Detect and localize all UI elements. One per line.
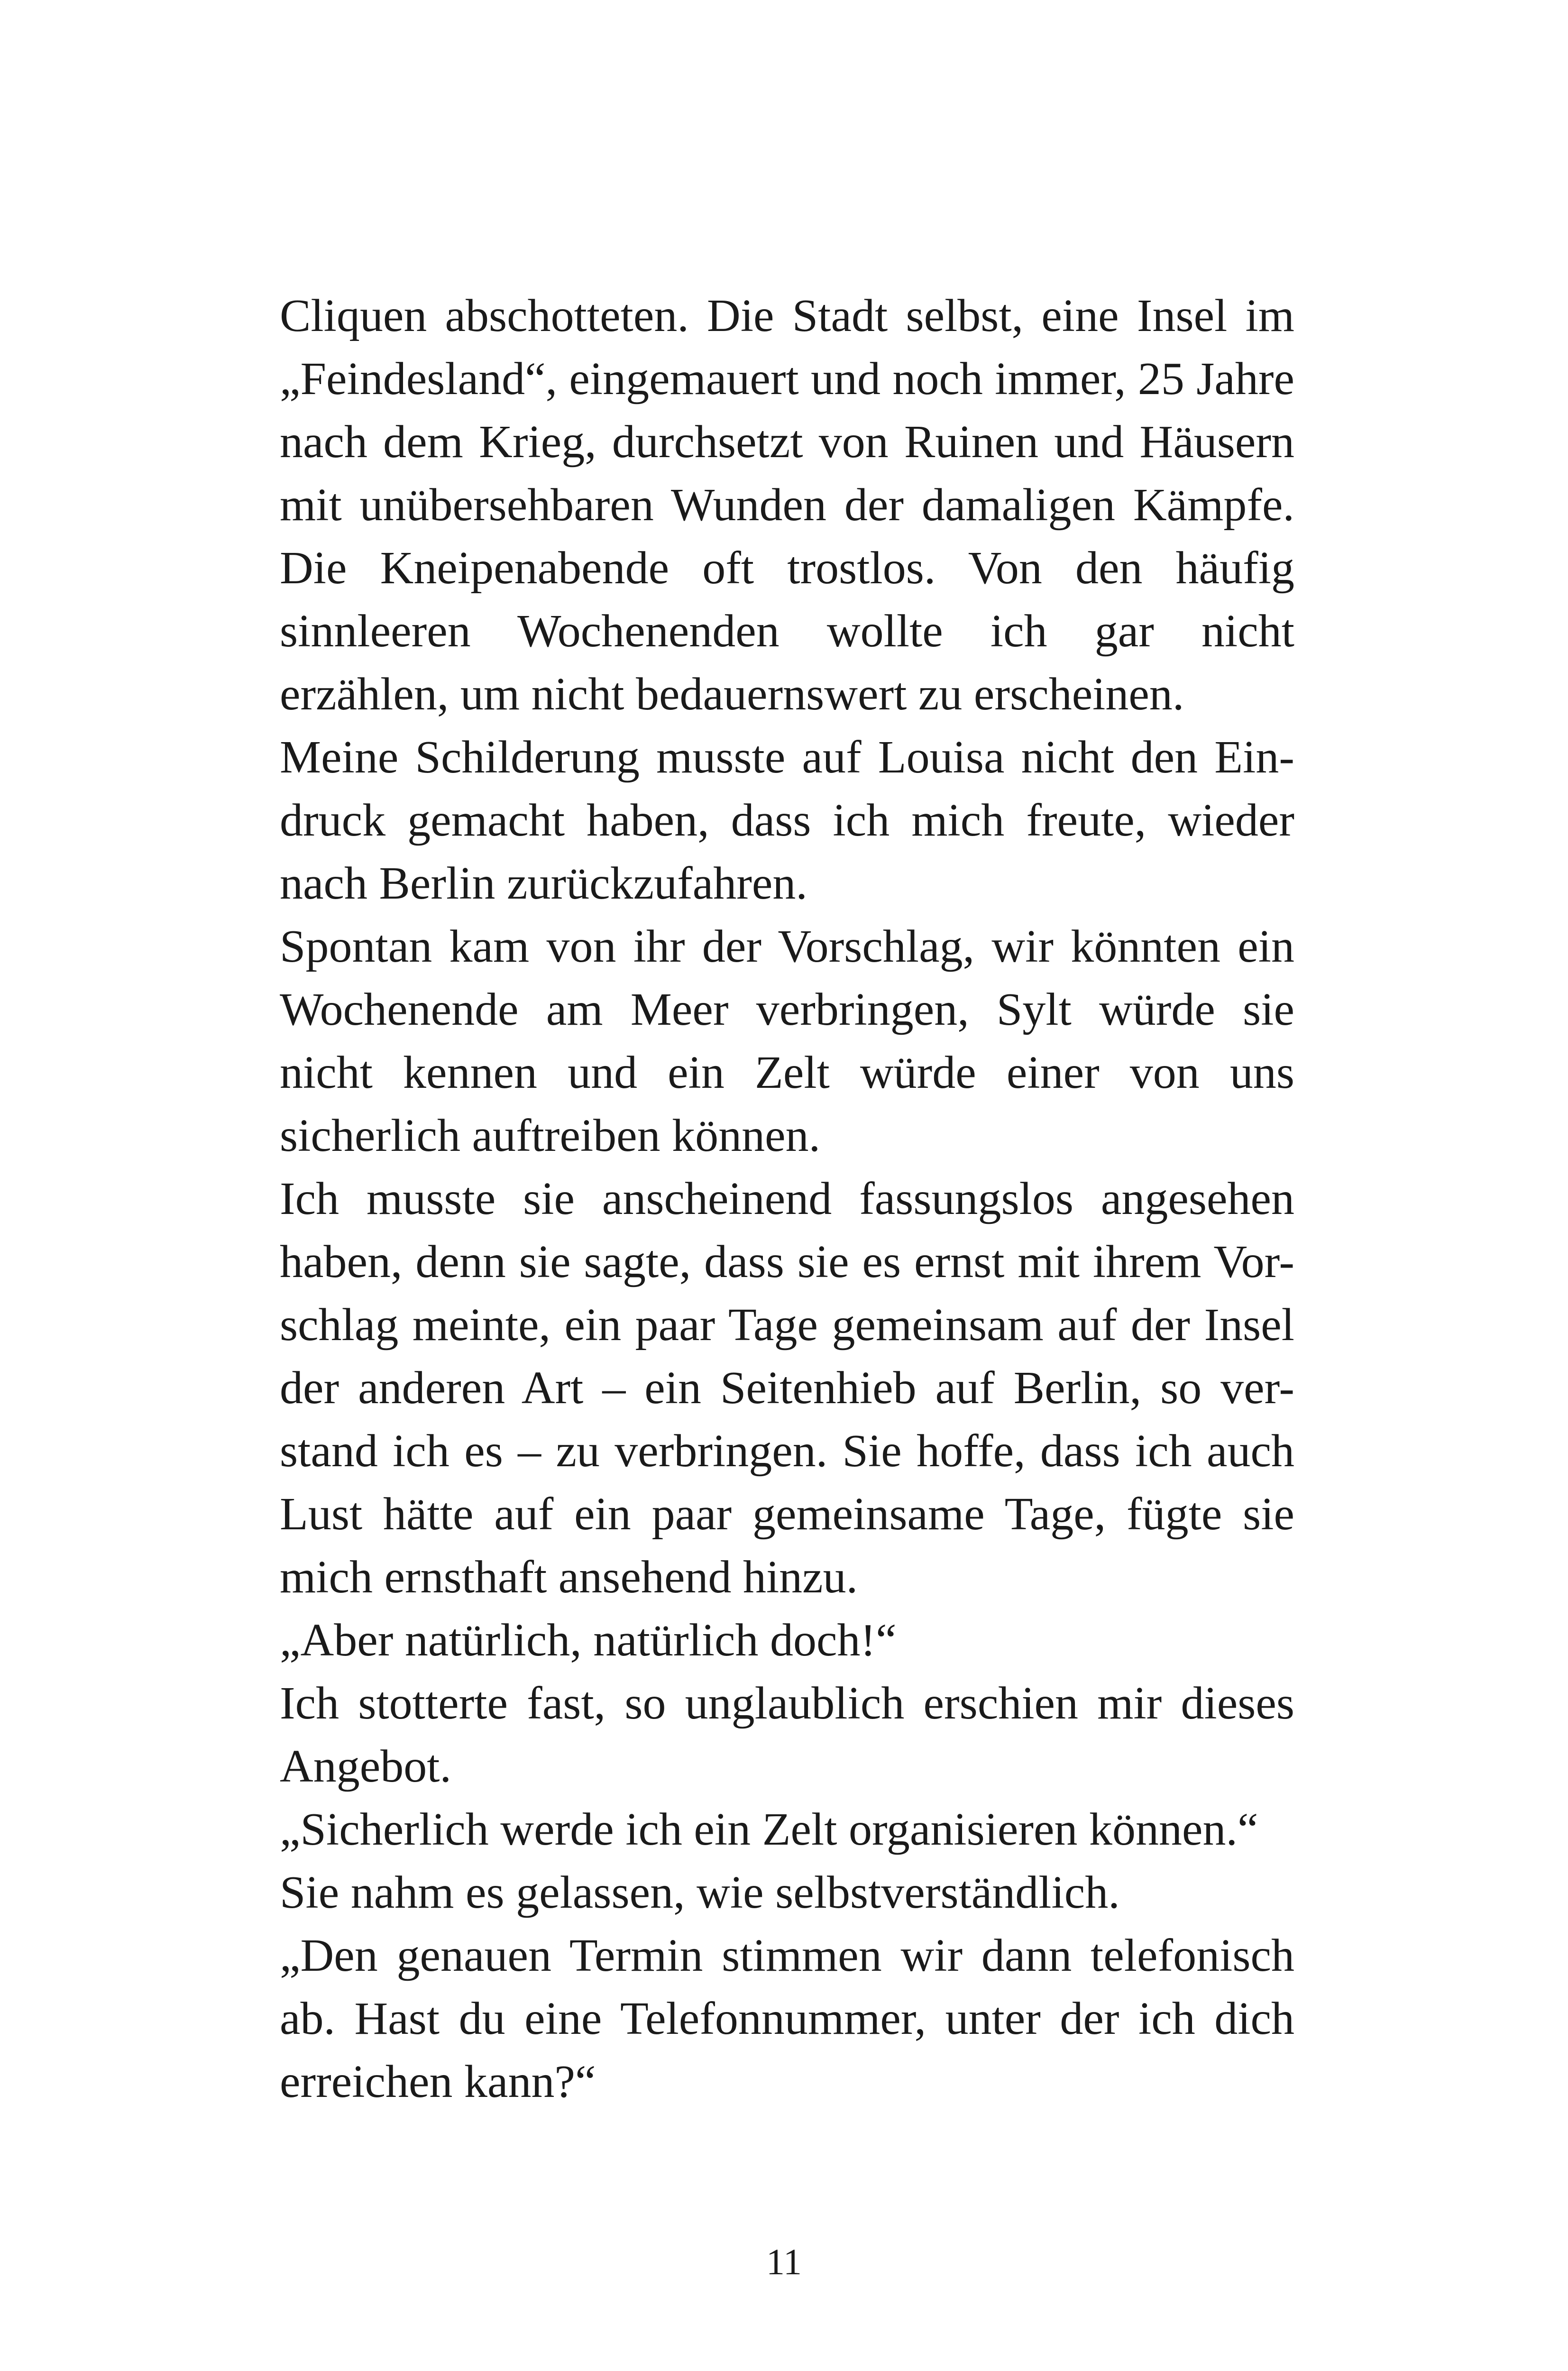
text-line: „Feindesland“, eingemauert und noch immer, 25 Jahre bbox=[280, 353, 1294, 404]
text-line: erreichen kann?“ bbox=[280, 2056, 596, 2107]
text-line: Sie nahm es gelassen, wie selbstverständlich. bbox=[280, 1867, 1120, 1918]
text-line: nicht kennen und ein Zelt würde einer von uns bbox=[280, 1047, 1294, 1098]
text-line: stand ich es – zu verbringen. Sie hoffe, dass ich auch bbox=[280, 1425, 1294, 1477]
body-text bbox=[280, 285, 1294, 2114]
text-line: Meine Schilderung musste auf Louisa nicht den Ein- bbox=[280, 732, 1294, 783]
text-line: mit unübersehbaren Wunden der damaligen Kämpfe. bbox=[280, 479, 1294, 531]
text-line: Cliquen abschotteten. Die Stadt selbst, eine Insel im bbox=[280, 290, 1294, 341]
page-number: 11 bbox=[766, 2241, 802, 2282]
text-line: mich ernsthaft ansehend hinzu. bbox=[280, 1552, 858, 1603]
text-line: Ich musste sie anscheinend fassungslos angesehen bbox=[280, 1173, 1294, 1224]
text-line: Lust hätte auf ein paar gemeinsame Tage, fügte sie bbox=[280, 1489, 1294, 1540]
text-line: nach Berlin zurückzufahren. bbox=[280, 858, 807, 909]
text-line: „Sicherlich werde ich ein Zelt organisieren können.“ bbox=[280, 1804, 1258, 1855]
text-line: Ich stotterte fast, so unglaublich erschien mir dieses bbox=[280, 1678, 1294, 1729]
text-line: haben, denn sie sagte, dass sie es ernst mit ihrem Vor- bbox=[280, 1236, 1294, 1287]
text-line: ab. Hast du eine Telefonnummer, unter der ich dich bbox=[280, 1993, 1294, 2044]
text-line: nach dem Krieg, durchsetzt von Ruinen und Häusern bbox=[280, 416, 1294, 468]
text-line: druck gemacht haben, dass ich mich freute, wieder bbox=[280, 795, 1294, 846]
text-line: sinnleeren Wochenenden wollte ich gar nicht bbox=[280, 606, 1294, 657]
text-line: Spontan kam von ihr der Vorschlag, wir könnten ein bbox=[280, 921, 1294, 972]
text-line: Angebot. bbox=[280, 1741, 451, 1792]
text-line: „Den genauen Termin stimmen wir dann telefonisch bbox=[280, 1930, 1294, 1981]
text-line: erzählen, um nicht bedauernswert zu erscheinen. bbox=[280, 669, 1184, 720]
text-line: Die Kneipenabende oft trostlos. Von den häufig bbox=[280, 542, 1294, 594]
text-line: schlag meinte, ein paar Tage gemeinsam auf der Insel bbox=[280, 1299, 1294, 1351]
text-line: der anderen Art – ein Seitenhieb auf Berlin, so ver- bbox=[280, 1362, 1294, 1414]
text-line: „Aber natürlich, natürlich doch!“ bbox=[280, 1615, 897, 1666]
text-line: Wochenende am Meer verbringen, Sylt würde sie bbox=[280, 984, 1294, 1035]
text-line: sicherlich auftreiben können. bbox=[280, 1110, 821, 1161]
